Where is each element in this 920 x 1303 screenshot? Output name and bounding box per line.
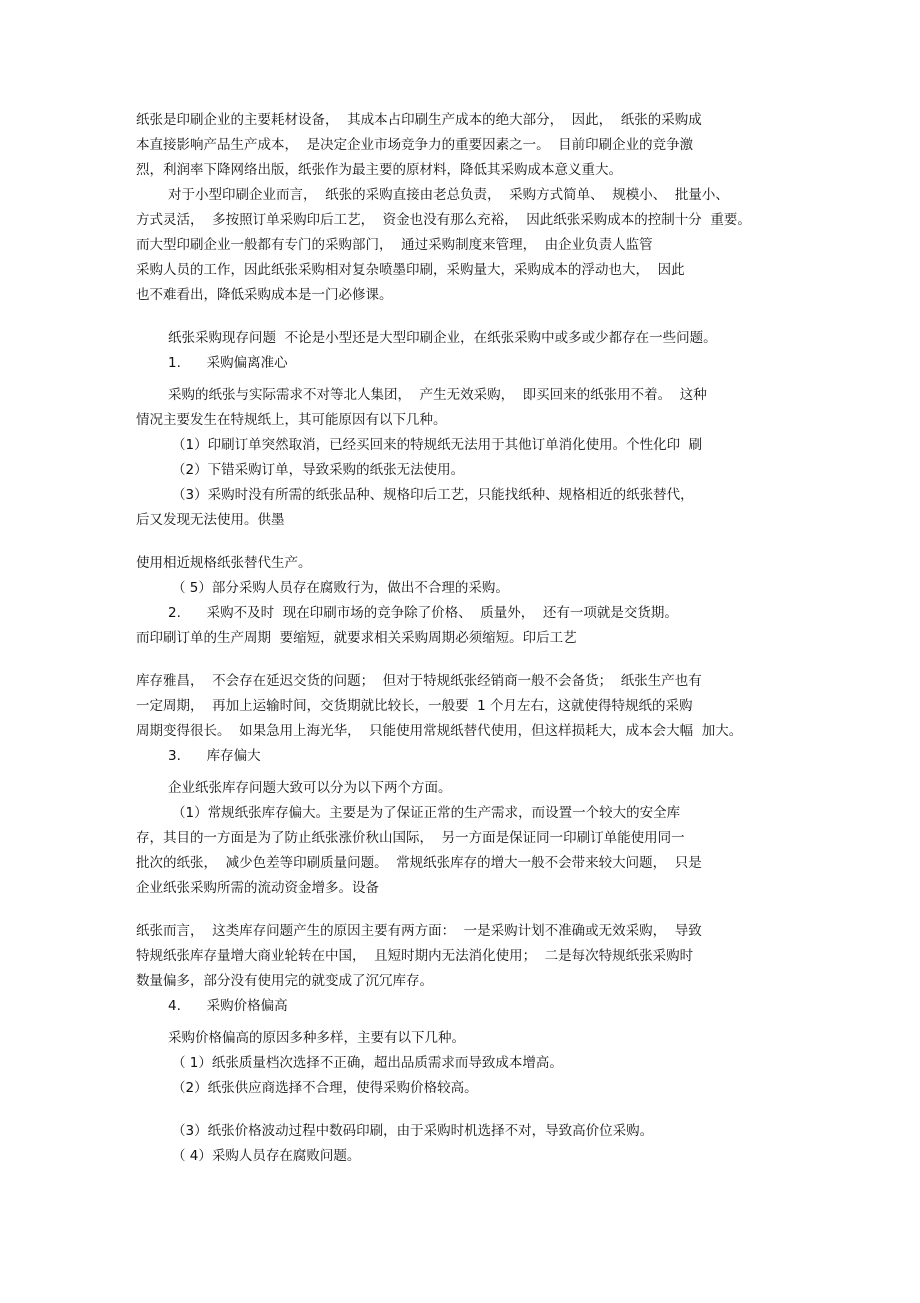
- section-heading: 1. 采购偏离准心: [168, 355, 288, 371]
- paragraph-line: 企业纸张采购所需的流动资金增多。设备: [136, 880, 379, 896]
- paragraph-line: 采购价格偏高的原因多种多样，主要有以下几种。: [168, 1030, 465, 1046]
- paragraph-line: 对于小型印刷企业而言， 纸张的采购直接由老总负责， 采购方式简单、 规模小、 批量小、: [168, 187, 729, 203]
- paragraph-line: 采购人员的工作，因此纸张采购相对复杂喷墨印刷，采购量大，采购成本的浮动也大， 因此: [136, 262, 685, 278]
- list-item: （ 1）纸张质量档次选择不正确，超出品质需求而导致成本增高。: [172, 1055, 563, 1071]
- paragraph-line: 情况主要发生在特规纸上，其可能原因有以下几种。: [136, 412, 447, 428]
- paragraph-line: 而印刷订单的生产周期 要缩短，就要求相关采购周期必须缩短。印后工艺: [136, 630, 577, 646]
- section-heading: 2. 采购不及时 现在印刷市场的竞争除了价格、 质量外， 还有一项就是交货期。: [168, 605, 678, 621]
- list-item: （1）常规纸张库存偏大。主要是为了保证正常的生产需求，而设置一个较大的安全库: [172, 805, 681, 821]
- paragraph-line: 也不难看出，降低采购成本是一门必修课。: [136, 287, 393, 303]
- paragraph-line: 一定周期， 再加上运输时间，交货期就比较长，一般要 1 个月左右，这就使得特规纸的采购: [136, 698, 693, 714]
- list-item: （1）印刷订单突然取消，已经买回来的特规纸无法用于其他订单消化使用。个性化印 刷: [172, 437, 703, 453]
- paragraph-line: 本直接影响产品生产成本， 是决定企业市场竞争力的重要因素之一。 目前印刷企业的竞争激: [136, 137, 694, 153]
- list-item: （3）采购时没有所需的纸张品种、规格印后工艺，只能找纸种、规格相近的纸张替代，: [172, 487, 694, 503]
- paragraph-line: 存，其目的一方面是为了防止纸张涨价秋山国际， 另一方面是保证同一印刷订单能使用同一: [136, 830, 685, 846]
- section-heading: 4. 采购价格偏高: [168, 998, 288, 1014]
- list-item: （ 5）部分采购人员存在腐败行为，做出不合理的采购。: [172, 580, 509, 596]
- paragraph-line: 纸张采购现存问题 不论是小型还是大型印刷企业，在纸张采购中或多或少都存在一些问题。: [168, 330, 717, 346]
- list-item: （2）下错采购订单，导致采购的纸张无法使用。: [172, 462, 465, 478]
- paragraph-line: 纸张是印刷企业的主要耗材设备， 其成本占印刷生产成本的绝大部分， 因此， 纸张的采购成: [136, 112, 702, 128]
- paragraph-line: 方式灵活， 多按照订单采购印后工艺， 资金也没有那么充裕， 因此纸张采购成本的控制十分 重要。: [136, 212, 751, 228]
- section-heading: 3. 库存偏大: [168, 748, 261, 764]
- list-item: （ 4）采购人员存在腐败问题。: [172, 1148, 361, 1164]
- paragraph-line: 而大型印刷企业一般都有专门的采购部门， 通过采购制度来管理， 由企业负责人监管: [136, 237, 653, 253]
- paragraph-line: 后又发现无法使用。供墨: [136, 512, 285, 528]
- paragraph-line: 特规纸张库存量增大商业轮转在中国， 且短时期内无法消化使用； 二是每次特规纸张采购时: [136, 948, 694, 964]
- list-item: （3）纸张价格波动过程中数码印刷，由于采购时机选择不对，导致高价位采购。: [172, 1123, 654, 1139]
- paragraph-line: 数量偏多，部分没有使用完的就变成了沉冗库存。: [136, 973, 433, 989]
- paragraph-line: 采购的纸张与实际需求不对等北人集团， 产生无效采购， 即买回来的纸张用不着。 这种: [168, 387, 707, 403]
- paragraph-line: 周期变得很长。 如果急用上海光华， 只能使用常规纸替代使用，但这样损耗大，成本会大幅 加大。: [136, 723, 743, 739]
- list-item: （2）纸张供应商选择不合理，使得采购价格较高。: [172, 1080, 478, 1096]
- paragraph-line: 使用相近规格纸张替代生产。: [136, 555, 312, 571]
- paragraph-line: 库存雅昌， 不会存在延迟交货的问题； 但对于特规纸张经销商一般不会备货； 纸张生产也有: [136, 673, 702, 689]
- paragraph-line: 企业纸张库存问题大致可以分为以下两个方面。: [168, 780, 452, 796]
- paragraph-line: 纸张而言， 这类库存问题产生的原因主要有两方面： 一是采购计划不准确或无效采购， 导致: [136, 923, 702, 939]
- paragraph-line: 批次的纸张， 减少色差等印刷质量问题。 常规纸张库存的增大一般不会带来较大问题， 只是: [136, 855, 702, 871]
- paragraph-line: 烈，利润率下降网络出版，纸张作为最主要的原材料，降低其采购成本意义重大。: [136, 162, 622, 178]
